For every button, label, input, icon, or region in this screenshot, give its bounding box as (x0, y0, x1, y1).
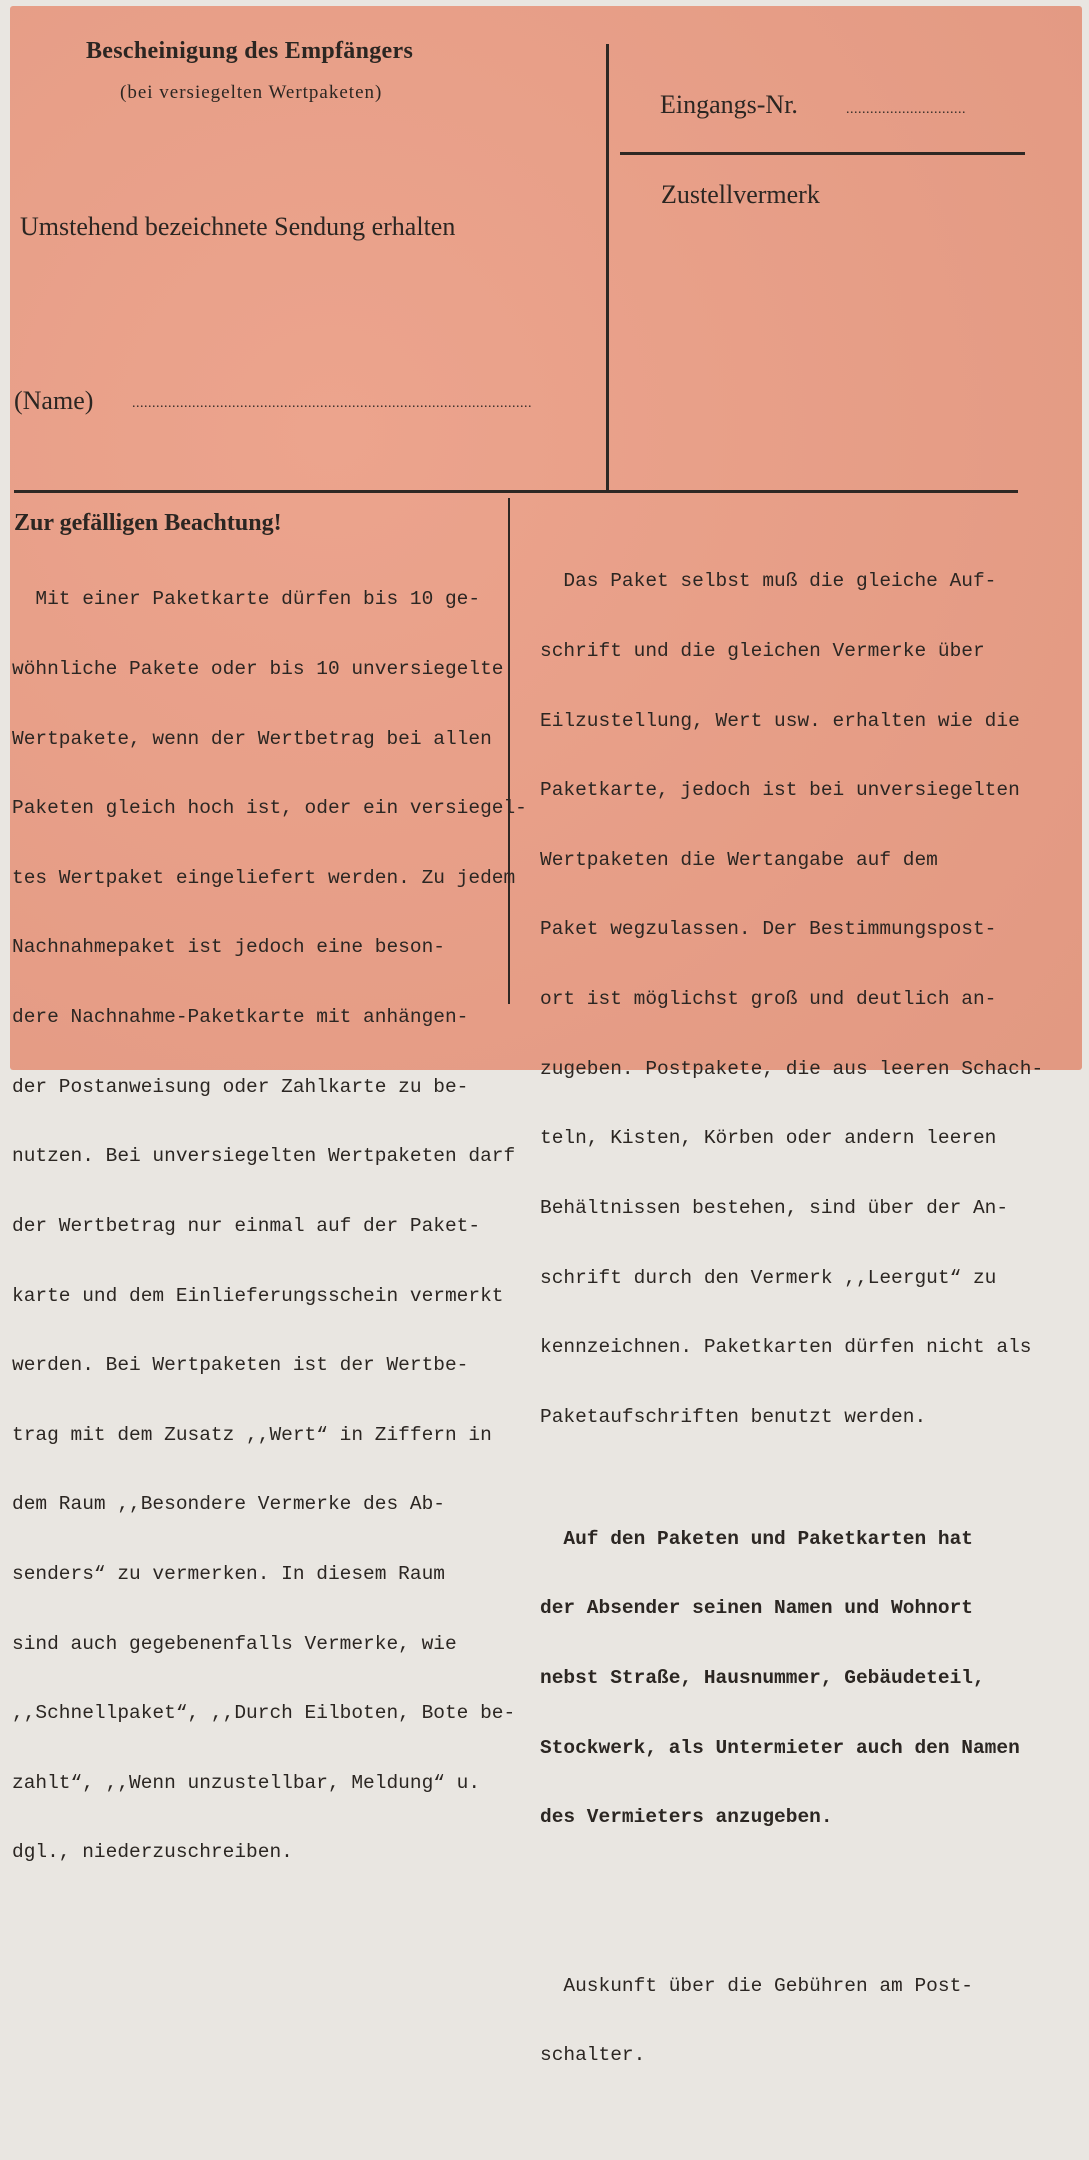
text-line: Auskunft über die Gebühren am Post- (540, 1974, 973, 1997)
name-label: (Name) (14, 386, 94, 415)
text-line: zahlt“, ,,Wenn unzustellbar, Meldung“ u. (12, 1771, 481, 1794)
text-line: tes Wertpaket eingeliefert werden. Zu jedem (12, 866, 516, 889)
text-line: Eilzustellung, Wert usw. erhalten wie die (540, 709, 1020, 732)
text-line: dgl., niederzuschreiben. (12, 1841, 293, 1864)
eingang-label: Eingangs-Nr. (660, 90, 798, 119)
text-line: Mit einer Paketkarte dürfen bis 10 ge- (12, 588, 481, 611)
receipt-title: Bescheinigung des Empfängers (86, 38, 414, 64)
text-line: nutzen. Bei unversiegelten Wertpaketen darf (12, 1145, 516, 1168)
eingang-dotted-line: .............................. (846, 102, 966, 117)
text-line: der Postanweisung oder Zahlkarte zu be- (12, 1075, 469, 1098)
fee-info (540, 1928, 1043, 2114)
text-line: teln, Kisten, Körben oder andern leeren (540, 1127, 997, 1150)
text-line: zugeben. Postpakete, die aus leeren Schach- (540, 1057, 1044, 1080)
text-line: der Wertbetrag nur einmal auf der Paket- (12, 1214, 481, 1237)
text-line: Paketen gleich hoch ist, oder ein versiegel- (12, 797, 527, 820)
text-line: Paket wegzulassen. Der Bestimmungspost- (540, 918, 997, 941)
text-line: ,,Schnellpaket“, ,,Durch Eilboten, Bote be- (12, 1702, 516, 1725)
text-line: karte und dem Einlieferungsschein vermerkt (12, 1284, 504, 1307)
receipt-subtitle: (bei versiegelten Wertpaketen) (120, 82, 383, 103)
name-dotted-line: .................................................................................................... (132, 396, 532, 411)
text-line: dere Nachnahme-Paketkarte mit anhängen- (12, 1006, 469, 1029)
text-line: kennzeichnen. Paketkarten dürfen nicht als (540, 1336, 1032, 1359)
text-line: ort ist möglichst groß und deutlich an- (540, 988, 997, 1011)
text-line: Wertpakete, wenn der Wertbetrag bei allen (12, 727, 492, 750)
text-line: Auf den Paketen und Paketkarten hat (540, 1527, 973, 1550)
text-line: Paketaufschriften benutzt werden. (540, 1405, 927, 1428)
text-line: dem Raum ,,Besondere Vermerke des Ab- (12, 1493, 445, 1516)
eingang-underline (620, 152, 1025, 155)
sender-instructions (540, 1481, 1043, 1875)
middle-horizontal-divider (14, 490, 1018, 493)
receipt-statement: Umstehend bezeichnete Sendung erhalten (20, 212, 456, 241)
parcel-card (10, 6, 1082, 2067)
notice-left-text (12, 542, 527, 1911)
text-line: Stockwerk, als Untermieter auch den Namen (540, 1736, 1020, 1759)
text-line: schrift durch den Vermerk ,,Leergut“ zu (540, 1266, 997, 1289)
text-line: wöhnliche Pakete oder bis 10 unversiegelte (12, 658, 504, 681)
text-line: schalter. (540, 2044, 646, 2067)
text-line: trag mit dem Zusatz ,,Wert“ in Ziffern in (12, 1423, 492, 1446)
notice-heading: Zur gefälligen Beachtung! (14, 510, 282, 536)
text-line: Das Paket selbst muß die gleiche Auf- (540, 570, 997, 593)
text-line: des Vermieters anzugeben. (540, 1806, 833, 1829)
top-vertical-divider (606, 44, 609, 492)
text-line: nebst Straße, Hausnummer, Gebäudeteil, (540, 1666, 985, 1689)
text-line: Wertpaketen die Wertangabe auf dem (540, 848, 938, 871)
notice-right-text (540, 524, 1043, 2160)
text-line: Behältnissen bestehen, sind über der An- (540, 1196, 1009, 1219)
text-line: Paketkarte, jedoch ist bei unversiegelten (540, 779, 1020, 802)
text-line: werden. Bei Wertpaketen ist der Wertbe- (12, 1354, 469, 1377)
text-line: sind auch gegebenenfalls Vermerke, wie (12, 1632, 457, 1655)
text-line: senders“ zu vermerken. In diesem Raum (12, 1562, 445, 1585)
text-line: der Absender seinen Namen und Wohnort (540, 1597, 973, 1620)
text-line: Nachnahmepaket ist jedoch eine beson- (12, 936, 445, 959)
zustell-label: Zustellvermerk (661, 180, 820, 209)
text-line: schrift und die gleichen Vermerke über (540, 640, 985, 663)
